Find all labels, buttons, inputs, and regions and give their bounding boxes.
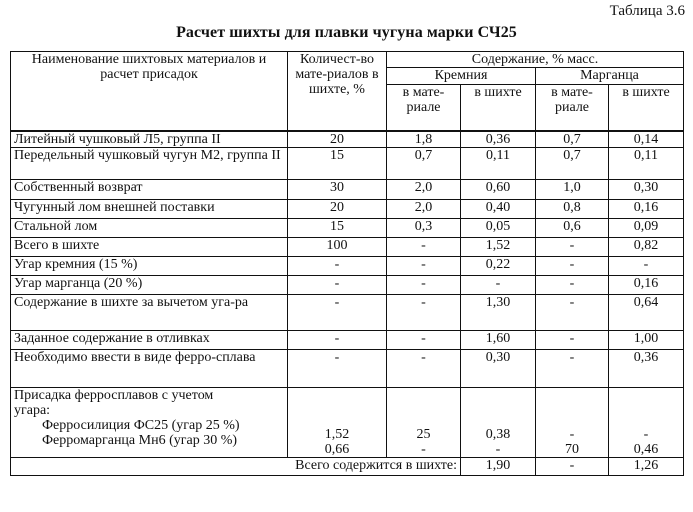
row-name: Необходимо ввести в виде ферро-сплава — [11, 349, 288, 387]
table-row — [11, 237, 684, 256]
total-si-charge: 1,90 — [461, 457, 536, 475]
row-si-material: 0,7 — [387, 147, 461, 179]
row-si-charge: 0,60 — [461, 179, 536, 199]
row-qty: 15 — [288, 147, 387, 179]
total-mn-charge: 1,26 — [609, 457, 684, 475]
row-qty: 30 — [288, 179, 387, 199]
additive-heading-1: Присадка ферросплавов с учетом — [14, 387, 214, 403]
row-si-charge: 1,52 — [461, 237, 536, 256]
femn-mn-material: 70 — [565, 441, 579, 457]
header-mn-in-charge: в шихте — [609, 85, 684, 131]
additive-si-charge — [461, 387, 536, 457]
row-name: Содержание в шихте за вычетом уга-ра — [11, 294, 288, 330]
row-si-charge: 0,22 — [461, 256, 536, 275]
row-si-material: - — [387, 256, 461, 275]
table-row — [11, 179, 684, 199]
row-mn-material: - — [536, 237, 609, 256]
row-name: Заданное содержание в отливках — [11, 330, 288, 349]
header-si-in-charge: в шихте — [461, 85, 536, 131]
header-si-in-material: в мате-риале — [387, 85, 461, 131]
row-si-material: - — [387, 237, 461, 256]
fesi-mn-material: - — [569, 426, 575, 442]
row-si-charge: 1,30 — [461, 294, 536, 330]
fesi-si-charge: 0,38 — [485, 426, 511, 442]
row-si-charge: 0,11 — [461, 147, 536, 179]
row-si-material: 0,3 — [387, 218, 461, 237]
header-qty: Количест-во мате-риалов в шихте, % — [288, 52, 387, 131]
row-mn-charge: 0,82 — [609, 237, 684, 256]
table-row — [11, 256, 684, 275]
row-name: Чугунный лом внешней поставки — [11, 199, 288, 218]
charge-calculation-table — [10, 51, 684, 476]
row-mn-charge: 0,16 — [609, 199, 684, 218]
table-number-label: Таблица 3.6 — [609, 3, 685, 19]
femn-si-material: - — [421, 441, 426, 457]
row-mn-charge: 0,64 — [609, 294, 684, 330]
header-silicon: Кремния — [387, 68, 536, 85]
total-label: Всего содержится в шихте: — [11, 457, 461, 475]
femn-name: Ферромарганца Мн6 (угар 30 %) — [42, 432, 238, 448]
row-mn-material: - — [536, 275, 609, 294]
row-name: Литейный чушковый Л5, группа II — [11, 131, 288, 148]
row-si-material: 2,0 — [387, 199, 461, 218]
additive-qty — [288, 387, 387, 457]
table-row — [11, 330, 684, 349]
header-name: Наименование шихтовых материалов и расчет присадок — [11, 52, 288, 131]
row-name: Стальной лом — [11, 218, 288, 237]
row-si-material: - — [387, 294, 461, 330]
row-qty: - — [288, 256, 387, 275]
row-si-charge: 0,05 — [461, 218, 536, 237]
table-row — [11, 275, 684, 294]
row-qty: - — [288, 294, 387, 330]
row-mn-material: 0,7 — [536, 131, 609, 148]
row-si-charge: 0,40 — [461, 199, 536, 218]
row-mn-charge: 0,36 — [609, 349, 684, 387]
row-si-charge: 0,36 — [461, 131, 536, 148]
table-row — [11, 131, 684, 148]
row-mn-material: - — [536, 294, 609, 330]
row-mn-charge: 0,11 — [609, 147, 684, 179]
header-mn-in-material: в мате-риале — [536, 85, 609, 131]
total-mn-material: - — [536, 457, 609, 475]
row-si-charge: 1,60 — [461, 330, 536, 349]
row-name: Передельный чушковый чугун М2, группа II — [11, 147, 288, 179]
row-si-charge: - — [461, 275, 536, 294]
row-qty: 100 — [288, 237, 387, 256]
row-mn-charge: - — [609, 256, 684, 275]
row-mn-charge: 1,00 — [609, 330, 684, 349]
row-mn-material: 1,0 — [536, 179, 609, 199]
row-si-material: - — [387, 349, 461, 387]
additive-heading-2: угара: — [14, 402, 51, 418]
row-name: Собственный возврат — [11, 179, 288, 199]
fesi-qty: 1,52 — [324, 426, 350, 442]
row-si-charge: 0,30 — [461, 349, 536, 387]
table-row — [11, 147, 684, 179]
row-qty: 20 — [288, 199, 387, 218]
row-qty: - — [288, 330, 387, 349]
row-name: Угар кремния (15 %) — [11, 256, 288, 275]
row-mn-material: 0,7 — [536, 147, 609, 179]
additive-row — [11, 387, 684, 457]
row-mn-charge: 0,09 — [609, 218, 684, 237]
row-si-material: - — [387, 275, 461, 294]
table-row — [11, 218, 684, 237]
row-mn-material: - — [536, 349, 609, 387]
additive-si-material — [387, 387, 461, 457]
additive-mn-charge — [609, 387, 684, 457]
header-content: Содержание, % масс. — [387, 52, 684, 68]
fesi-si-material: 25 — [416, 426, 431, 442]
additive-names — [11, 387, 288, 457]
femn-qty: 0,66 — [324, 441, 350, 457]
row-si-material: 1,8 — [387, 131, 461, 148]
row-mn-charge: 0,16 — [609, 275, 684, 294]
row-mn-material: 0,8 — [536, 199, 609, 218]
header-manganese: Марганца — [536, 68, 684, 85]
additive-mn-material — [536, 387, 609, 457]
row-name: Всего в шихте — [11, 237, 288, 256]
row-qty: 20 — [288, 131, 387, 148]
table-title: Расчет шихты для плавки чугуна марки СЧ25 — [176, 24, 517, 41]
femn-si-charge: - — [495, 441, 501, 457]
fesi-name: Ферросилиция ФС25 (угар 25 %) — [42, 417, 240, 433]
table-row — [11, 294, 684, 330]
row-mn-charge: 0,30 — [609, 179, 684, 199]
row-mn-material: - — [536, 256, 609, 275]
row-qty: 15 — [288, 218, 387, 237]
row-mn-material: - — [536, 330, 609, 349]
femn-mn-charge: 0,46 — [633, 441, 659, 457]
row-qty: - — [288, 275, 387, 294]
row-mn-material: 0,6 — [536, 218, 609, 237]
row-qty: - — [288, 349, 387, 387]
row-mn-charge: 0,14 — [609, 131, 684, 148]
row-si-material: 2,0 — [387, 179, 461, 199]
row-name: Угар марганца (20 %) — [11, 275, 288, 294]
table-row — [11, 199, 684, 218]
table-row — [11, 349, 684, 387]
fesi-mn-charge: - — [643, 426, 649, 442]
row-si-material: - — [387, 330, 461, 349]
total-row — [11, 457, 684, 475]
